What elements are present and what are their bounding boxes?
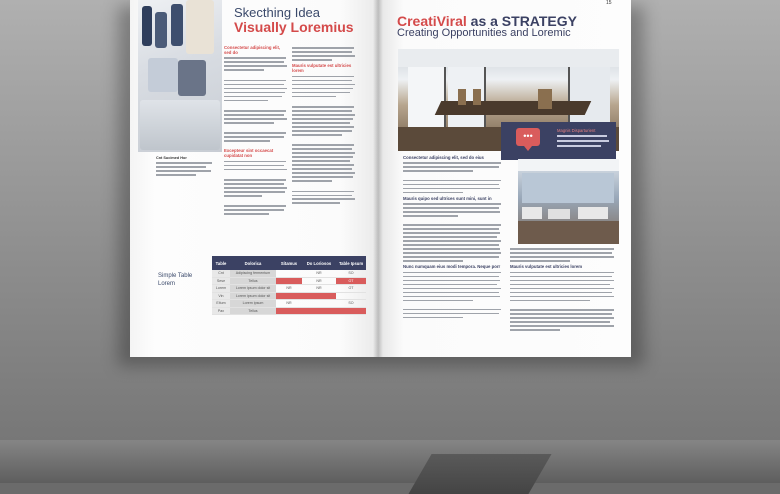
text-line — [403, 252, 501, 254]
text-line — [292, 118, 353, 120]
text-line — [292, 152, 355, 154]
text-line — [292, 47, 354, 49]
table-cell: Lorem ipsum — [230, 300, 276, 308]
text-line — [403, 284, 497, 286]
text-line — [403, 276, 499, 278]
table-header: Sitamus — [276, 256, 302, 270]
text-line — [510, 296, 614, 298]
text-line — [403, 272, 501, 274]
office-photo — [518, 159, 619, 244]
text-line — [403, 292, 499, 294]
text-line — [292, 96, 336, 98]
text-line — [403, 184, 499, 186]
table-cell: Tellus — [230, 277, 276, 285]
chat-bubble-icon: ••• — [516, 128, 540, 146]
person-figure — [186, 0, 214, 54]
table-cell: Lorem ipsum dolor sit — [230, 292, 276, 300]
text-line — [292, 59, 332, 61]
text-line — [224, 114, 284, 116]
table-cell: Adipiscing fermentum — [230, 270, 276, 277]
table-cell — [276, 277, 302, 285]
text-line — [224, 61, 284, 63]
desk — [548, 209, 570, 219]
text-line — [292, 156, 353, 158]
text-line — [403, 236, 497, 238]
text-line — [224, 110, 286, 112]
text-line — [292, 88, 353, 90]
text-line — [224, 165, 284, 167]
text-line — [292, 198, 355, 200]
table-cell: Pax — [212, 307, 230, 315]
text-line — [510, 300, 590, 302]
text-line — [403, 162, 501, 164]
text-line — [292, 110, 352, 112]
text-line — [156, 162, 212, 164]
text-line — [224, 132, 286, 134]
text-line — [292, 80, 352, 82]
table-cell — [302, 292, 336, 300]
text-line — [224, 179, 286, 181]
text-line — [510, 321, 610, 323]
left-column-2 — [292, 45, 356, 206]
text-line — [403, 260, 463, 262]
desk — [578, 207, 608, 219]
text-line — [292, 160, 350, 162]
table-row — [212, 307, 366, 315]
text-line — [292, 164, 354, 166]
table-cell — [276, 307, 302, 315]
text-line — [224, 100, 268, 102]
person-figure — [155, 12, 167, 48]
table-row — [212, 292, 366, 300]
text-line — [224, 161, 286, 163]
table-row — [212, 270, 366, 277]
text-line — [510, 272, 614, 274]
left-column-1 — [224, 45, 288, 217]
text-line — [403, 166, 499, 168]
table-cell: Lorem ipsum dolor sit — [230, 285, 276, 293]
text-line — [224, 96, 282, 98]
text-line — [292, 148, 352, 150]
table-cell: NR — [302, 270, 336, 277]
text-line — [224, 187, 287, 189]
window-panel — [408, 67, 446, 127]
text-line — [403, 296, 500, 298]
text-line — [292, 191, 354, 193]
left-heading-accent: Visually Loremius — [234, 19, 354, 35]
window-panel — [522, 173, 614, 203]
table-header: Table Ipsum — [336, 256, 366, 270]
callout-title: Magnis Disparturient — [557, 128, 596, 133]
right-heading-red: CreatiViral — [397, 13, 467, 29]
subhead: Consectetur adipiscing elit, sed do eius — [403, 155, 484, 160]
subhead: Excepteur sint occaecat cupidatat non — [224, 148, 274, 159]
text-line — [224, 213, 269, 215]
table-label — [158, 272, 192, 288]
text-line — [403, 192, 463, 194]
desk-area — [140, 100, 220, 150]
text-line — [224, 57, 286, 59]
chat-bubble-tail — [524, 146, 532, 151]
text-line — [403, 203, 501, 205]
text-line — [292, 126, 354, 128]
text-line — [403, 256, 499, 258]
table-row — [212, 300, 366, 308]
ceiling — [398, 49, 619, 67]
text-line — [224, 84, 284, 86]
right-column-1 — [403, 155, 503, 321]
text-line — [292, 51, 352, 53]
text-line — [224, 195, 262, 197]
floor — [518, 221, 619, 244]
text-line — [403, 300, 473, 302]
table-label-line1: Simple Table — [158, 273, 193, 279]
table-row — [212, 285, 366, 293]
text-line — [292, 114, 355, 116]
chair — [473, 89, 481, 105]
text-line — [510, 317, 614, 319]
text-line — [292, 55, 355, 57]
text-line — [292, 172, 355, 174]
text-line — [510, 325, 614, 327]
text-line — [292, 202, 340, 204]
text-line — [292, 144, 354, 146]
text-line — [224, 65, 287, 67]
text-line — [292, 84, 355, 86]
left-heading-small: Skecthing Idea — [234, 5, 321, 20]
text-line — [156, 166, 206, 168]
right-heading-navy: as a STRATEGY — [470, 13, 577, 29]
text-line — [292, 195, 352, 197]
text-line — [510, 256, 614, 258]
table-row — [212, 277, 366, 285]
text-line — [224, 191, 285, 193]
table-cell — [336, 307, 366, 315]
subhead: Consectetur adipiscing elit, sed do — [224, 45, 281, 55]
text-line — [510, 288, 614, 290]
text-line — [403, 207, 499, 209]
table-cell — [336, 292, 366, 300]
text-line — [510, 284, 610, 286]
text-line — [292, 76, 354, 78]
table-cell — [276, 292, 302, 300]
text-line — [292, 92, 350, 94]
text-line — [403, 224, 501, 226]
table-label-line2: Lorem — [158, 281, 176, 287]
text-line — [403, 232, 500, 234]
text-line — [292, 106, 354, 108]
person-figure — [148, 58, 178, 92]
table-header: Table — [212, 256, 230, 270]
text-line — [292, 180, 332, 182]
table-cell: Eltum — [212, 300, 230, 308]
right-subtitle: Creating Opportunities and Loremic — [397, 27, 571, 39]
text-line — [510, 329, 560, 331]
book-spine — [373, 0, 383, 357]
text-line — [403, 309, 501, 311]
photo-caption — [156, 156, 218, 178]
person-figure — [171, 4, 183, 46]
table-cell: NR — [302, 277, 336, 285]
text-line — [510, 280, 614, 282]
text-line — [224, 80, 286, 82]
text-line — [403, 180, 501, 182]
right-column-2 — [510, 246, 616, 333]
text-line — [224, 88, 287, 90]
text-line — [224, 92, 285, 94]
table-cell: OT — [336, 277, 366, 285]
text-line — [292, 122, 350, 124]
background-bottom — [0, 440, 780, 483]
text-line — [224, 205, 286, 207]
text-line — [403, 215, 458, 217]
person-figure — [178, 60, 206, 96]
text-line — [403, 240, 501, 242]
text-line — [403, 244, 499, 246]
table-cell: NR — [302, 285, 336, 293]
text-line — [403, 188, 500, 190]
text-line — [292, 130, 352, 132]
subhead: Mauris vulputate est ultricies lorem — [510, 264, 583, 270]
chair — [538, 89, 552, 109]
team-photo — [138, 0, 222, 152]
text-line — [510, 248, 614, 250]
text-line — [224, 183, 284, 185]
text-line — [156, 174, 196, 176]
text-line — [510, 260, 570, 262]
text-line — [403, 313, 499, 315]
text-line — [224, 136, 284, 138]
table-cell: NR — [276, 285, 302, 293]
text-line — [557, 145, 601, 147]
table-header: Do Loriosos — [302, 256, 336, 270]
text-line — [510, 276, 612, 278]
text-line — [403, 280, 500, 282]
text-line — [292, 168, 352, 170]
table-cell: SO — [336, 270, 366, 277]
table-cell: SO — [336, 300, 366, 308]
person-figure — [142, 6, 152, 46]
text-line — [510, 252, 612, 254]
text-line — [403, 288, 501, 290]
text-line — [224, 118, 287, 120]
table-cell — [276, 270, 302, 277]
text-line — [403, 170, 473, 172]
subhead: Nunc numquam eius modi tempora. Neque porr — [403, 264, 501, 270]
text-line — [510, 309, 614, 311]
table-cell: NR — [276, 300, 302, 308]
text-line — [224, 122, 274, 124]
text-line — [224, 69, 264, 71]
desk — [522, 207, 542, 219]
chair — [458, 89, 466, 105]
simple-table — [212, 256, 366, 315]
table-cell: Vin — [212, 292, 230, 300]
table-cell: Tellus — [230, 307, 276, 315]
ceiling — [518, 159, 619, 171]
subhead: Mauris vulputate est ultricies lorem — [292, 63, 352, 74]
page-number: 15 — [606, 0, 612, 6]
text-line — [224, 209, 284, 211]
table-cell — [302, 307, 336, 315]
text-line — [557, 140, 609, 142]
text-line — [224, 140, 270, 142]
text-line — [403, 248, 500, 250]
text-line — [403, 228, 499, 230]
table-header: Dolorica — [230, 256, 276, 270]
table-cell: Sese — [212, 277, 230, 285]
table-cell — [302, 300, 336, 308]
table-cell: Lorem — [212, 285, 230, 293]
text-line — [403, 317, 463, 319]
text-line — [510, 292, 612, 294]
second-book — [408, 454, 551, 494]
text-line — [557, 135, 607, 137]
window-panel — [568, 67, 610, 127]
text-line — [292, 134, 342, 136]
table-cell: Cnt — [212, 270, 230, 277]
subhead: Mauris quipo sed ultrices sunt mini, sunt in — [403, 195, 492, 201]
text-line — [403, 211, 500, 213]
caption-title: Cnt Sucimed Hor — [156, 156, 187, 160]
text-line — [510, 313, 612, 315]
text-line — [224, 169, 287, 171]
table-cell: OT — [336, 285, 366, 293]
text-line — [292, 176, 353, 178]
text-line — [156, 170, 211, 172]
